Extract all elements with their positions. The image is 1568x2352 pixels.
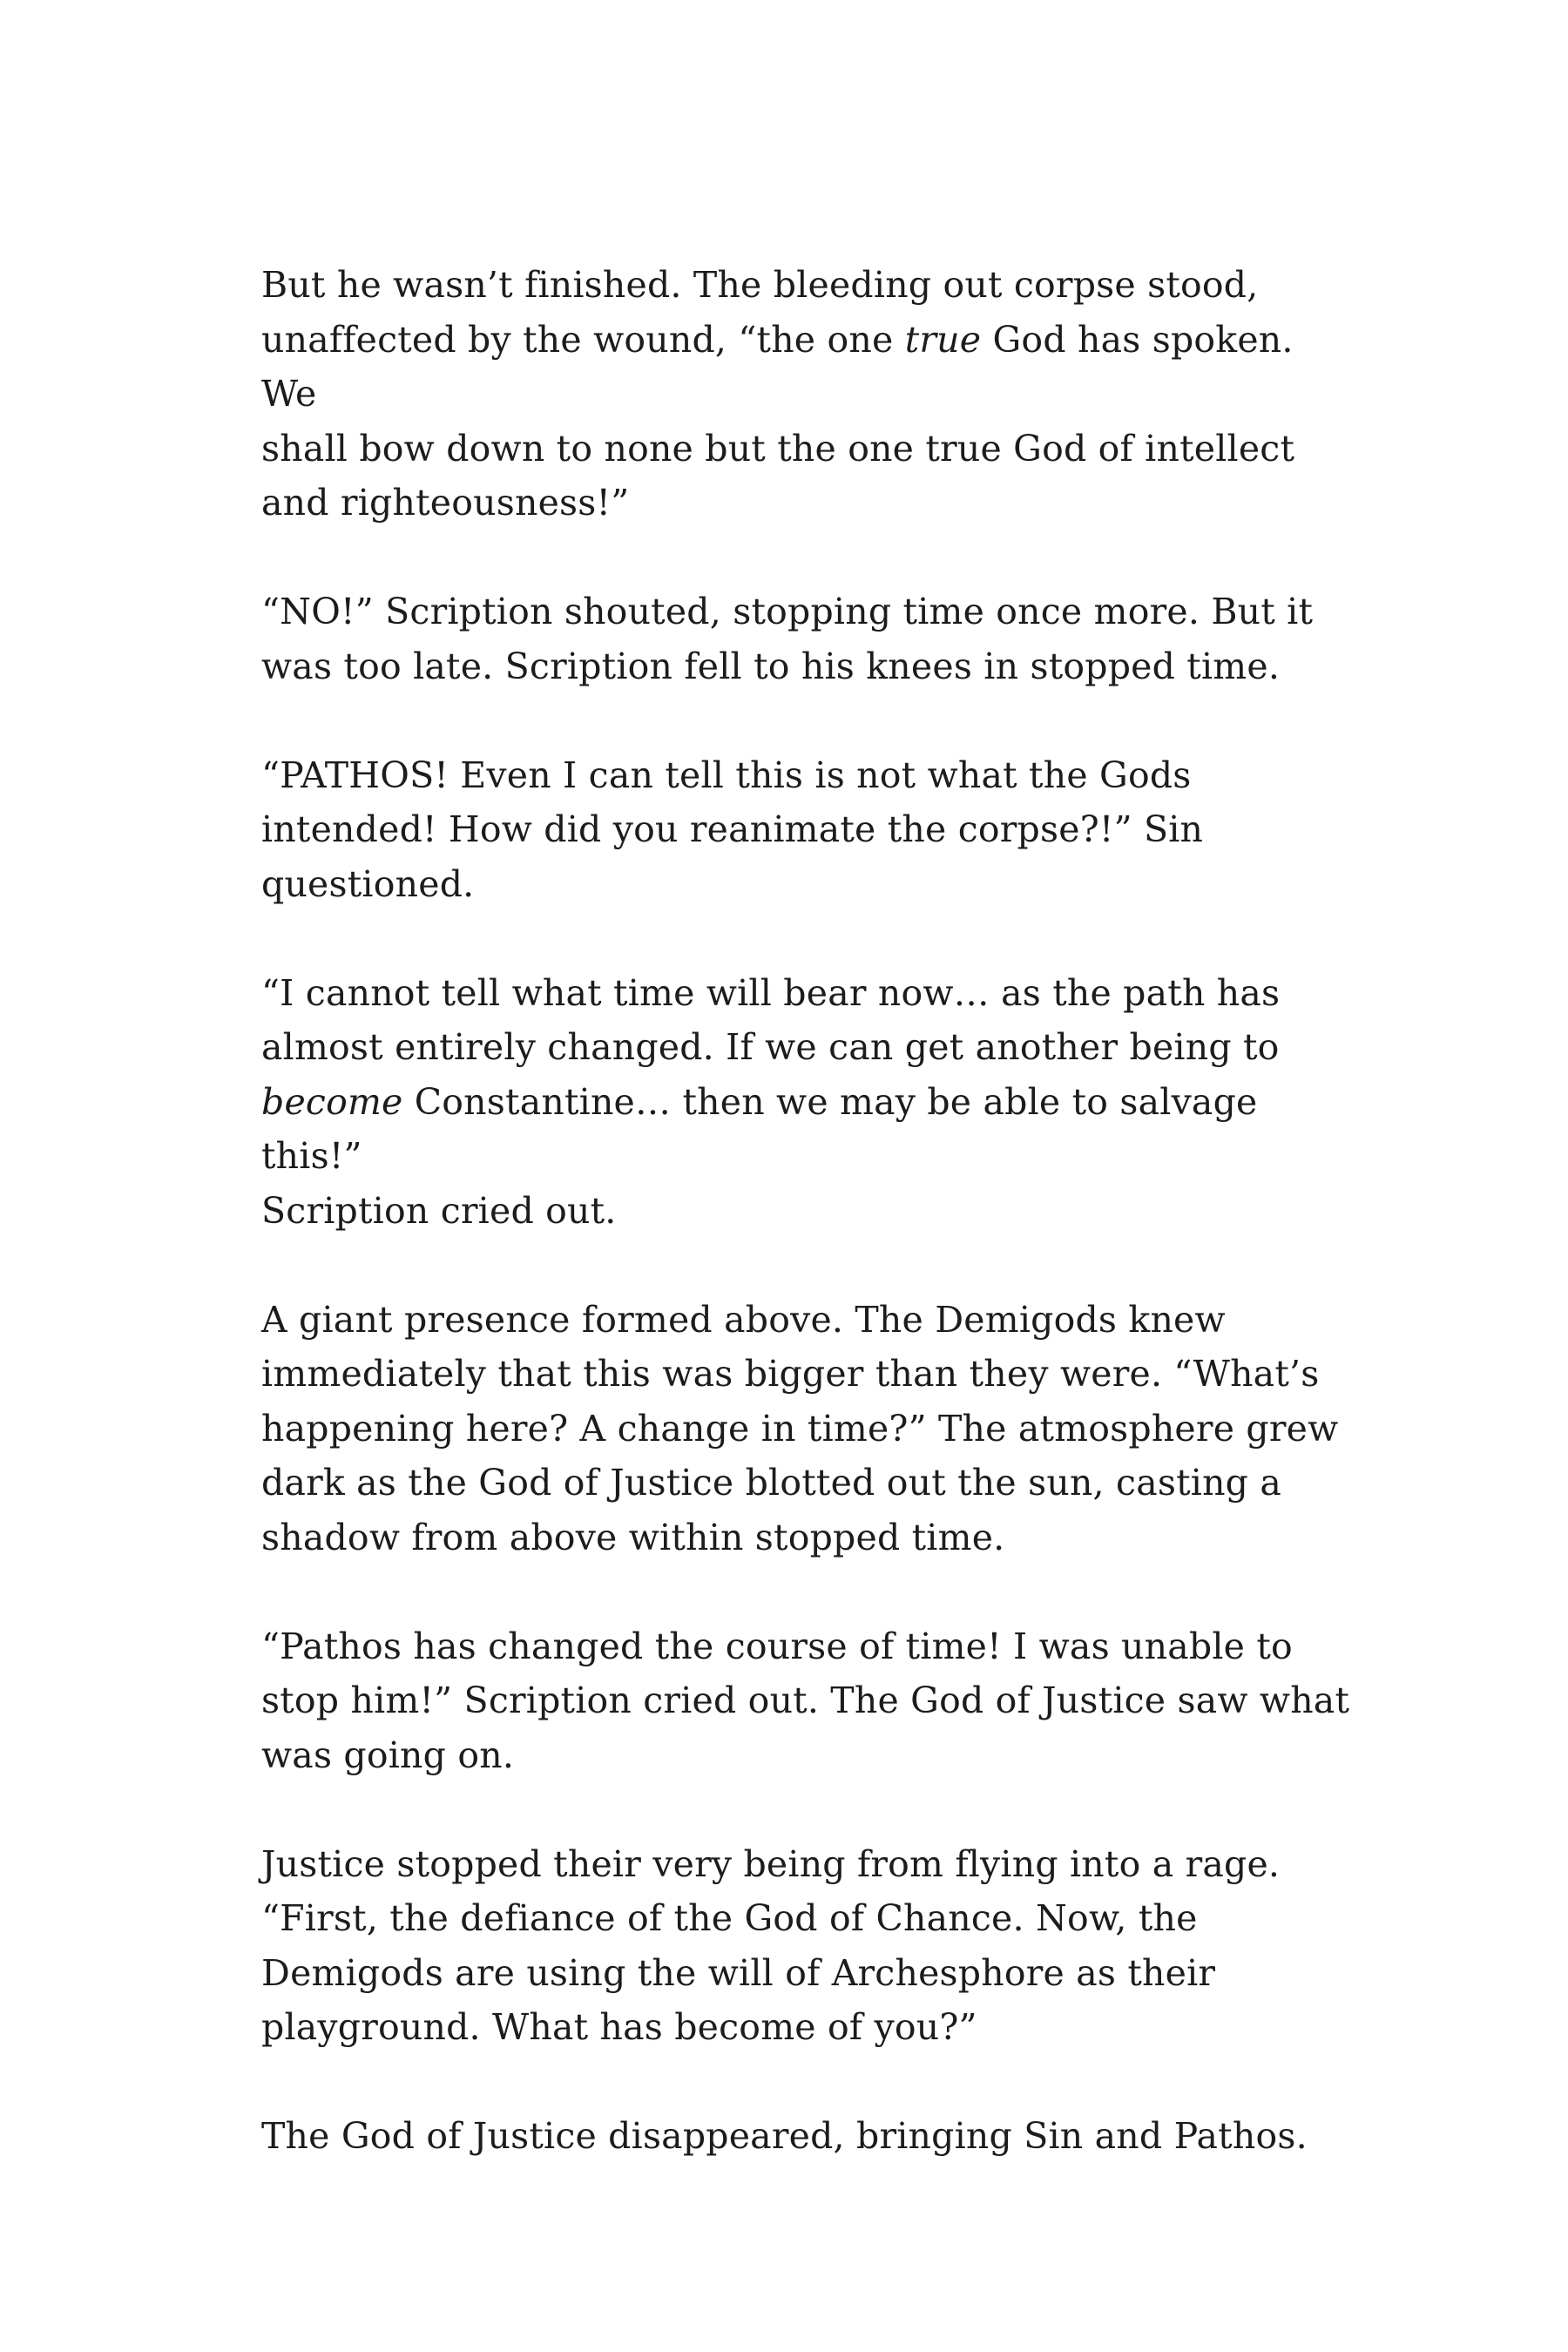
paragraph-8-segment-1: The God of Justice disappeared, bringing Sin and Pathos.	[261, 2115, 1308, 2157]
paragraph-6-segment-1: “Pathos has changed the course of time! I was unable to stop him!” Scription cried out. The God of Justice saw what was going on.	[261, 1625, 1350, 1776]
paragraph-1	[261, 258, 1350, 531]
paragraph-2	[261, 585, 1350, 693]
paragraph-4-segment-1: “I cannot tell what time will bear now… as the path has almost entirely changed. If we can get another being to	[261, 971, 1281, 1068]
paragraph-4	[261, 966, 1350, 1239]
story-text	[261, 258, 1350, 2164]
paragraph-1-segment-1: But he wasn’t finished. The bleeding out corpse stood, unaffected by the wound, “the one	[261, 264, 1259, 361]
paragraph-3-segment-1: “PATHOS! Even I can tell this is not what the Gods intended! How did you reanimate the corpse?!” Sin questioned.	[261, 754, 1204, 905]
paragraph-5	[261, 1293, 1350, 1565]
paragraph-8	[261, 2109, 1350, 2164]
paragraph-7	[261, 1837, 1350, 2055]
paragraph-5-segment-1: A giant presence formed above. The Demigods knew immediately that this was bigger than they were. “What’s happening here? A change in time?” The atmosphere grew dark as the God of Justice blotted out the sun, casting a shadow from above within stopped time.	[261, 1298, 1339, 1558]
paragraph-4-italic-become: become	[261, 1080, 403, 1123]
paragraph-1-italic-true: true	[904, 318, 982, 361]
paragraph-4-segment-3: Constantine… then we may be able to salvage this!” Scription cried out.	[261, 1080, 1258, 1232]
paragraph-7-segment-1: Justice stopped their very being from flying into a rage. “First, the defiance of the God of Chance. Now, the Demigods are using the will of Archesphore as their playground. What has become of you?”	[261, 1842, 1281, 2048]
paragraph-1-segment-3: God has spoken. We shall bow down to none but the one true God of intellect and righteousness!”	[261, 318, 1295, 524]
paragraph-2-segment-1: “NO!” Scription shouted, stopping time once more. But it was too late. Scription fell to his knees in stopped time.	[261, 591, 1314, 687]
paragraph-6	[261, 1619, 1350, 1783]
paragraph-3	[261, 748, 1350, 912]
